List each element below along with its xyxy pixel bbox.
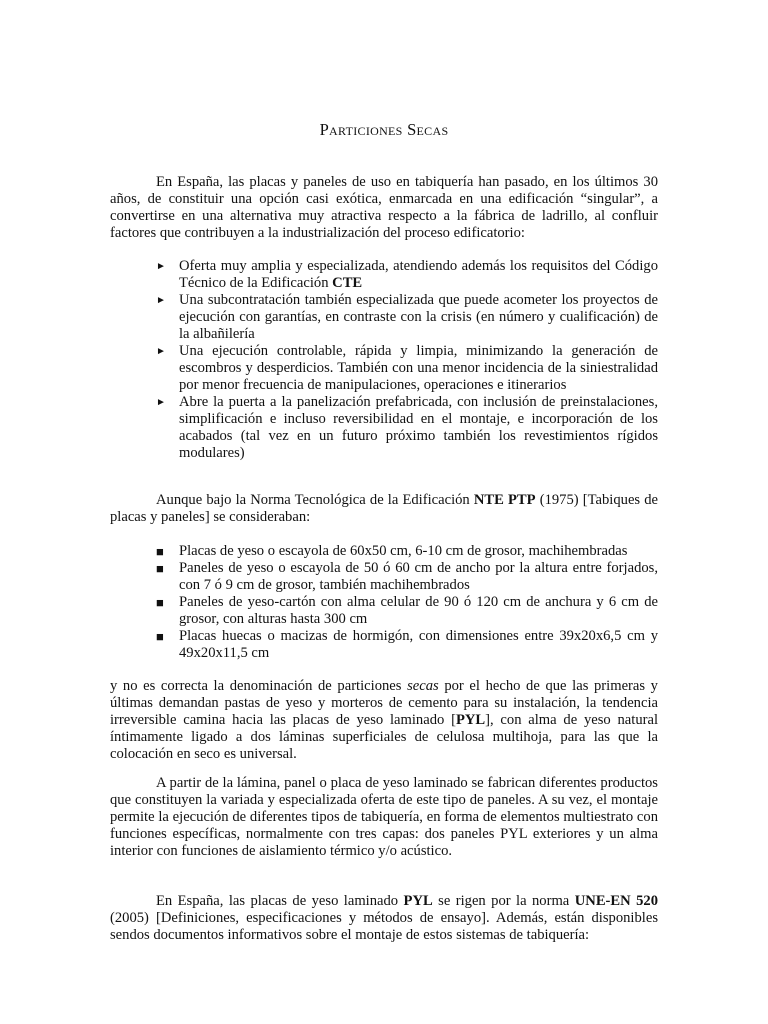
square-bullet-icon: ■ (156, 561, 164, 576)
square-bullet-icon: ■ (156, 595, 164, 610)
advantages-list (156, 258, 658, 462)
text-run: se rigen por la norma (432, 893, 575, 909)
list-item (156, 628, 658, 662)
bold-run: PYL (455, 712, 486, 728)
list-item-bold: CTE (332, 275, 363, 291)
list-item (156, 394, 658, 462)
list-item (156, 343, 658, 394)
text-run: Aunque bajo la Norma Tecnológica de la Edificación (156, 492, 474, 508)
nte-paragraph (110, 492, 658, 526)
italic-run: secas (407, 678, 439, 694)
list-item-text: Paneles de yeso o escayola de 50 ó 60 cm de ancho por la altura entre forjados, con 7 ó 9 cm de grosor, también machihembrados (179, 560, 658, 593)
products-paragraph: A partir de la lámina, panel o placa de yeso laminado se fabrican diferentes productos que constituyen la variada y especializada oferta de este tipo de paneles. A su vez, el montaje permite la ejecución de diferentes tipos de tabiquería, en forma de elementos multiestrato con funciones específicas, normalmente con tres capas: dos paneles PYL exteriores y un alma interior con funciones de aislamiento térmico y/o acústico. (110, 775, 658, 859)
nte-list (156, 543, 658, 662)
pyl-paragraph (110, 678, 658, 763)
list-item-text: Una ejecución controlable, rápida y limpia, minimizando la generación de escombros y desperdicios. También con una menor incidencia de la siniestralidad por menor frecuencia de manipulaciones, operaciones e itinerarios (179, 343, 658, 393)
intro-paragraph: En España, las placas y paneles de uso en tabiquería han pasado, en los últimos 30 años, de constituir una opción casi exótica, enmarcada en una edificación “singular”, a convertirse en una alternativa muy atractiva respecto a la fábrica de ladrillo, al confluir factores que contribuyen a la industrialización del proceso edificatorio: (110, 174, 658, 241)
bold-run: PYL (403, 893, 433, 909)
list-item (156, 560, 658, 594)
square-bullet-icon: ■ (156, 629, 164, 644)
page-title: Particiones Secas (319, 120, 449, 139)
triangle-bullet-icon: ► (156, 261, 166, 272)
list-item (156, 258, 658, 292)
list-item-text: Placas de yeso o escayola de 60x50 cm, 6-10 cm de grosor, machihembradas (179, 543, 628, 559)
triangle-bullet-icon: ► (156, 295, 166, 306)
bold-run: NTE PTP (473, 492, 536, 508)
triangle-bullet-icon: ► (156, 397, 166, 408)
triangle-bullet-icon: ► (156, 346, 166, 357)
list-item (156, 292, 658, 343)
list-item-text: Una subcontratación también especializada que puede acometer los proyectos de ejecución con garantías, en contraste con la crisis (en número y cualificación) de la albañilería (179, 292, 658, 342)
list-item-text: Abre la puerta a la panelización prefabricada, con inclusión de preinstalaciones, simplificación e incluso reversibilidad en el montaje, e incorporación de los acabados (tal vez en un futuro próximo también los revestimientos rígidos modulares) (179, 394, 658, 461)
text-run: (2005) [Definiciones, especificaciones y métodos de ensayo]. Además, están disponibles sendos documentos informativos sobre el montaje de estos sistemas de tabiquería: (110, 910, 658, 943)
list-item (156, 594, 658, 628)
list-item-text: Paneles de yeso-cartón con alma celular de 90 ó 120 cm de anchura y 6 cm de grosor, con alturas hasta 300 cm (179, 594, 658, 627)
text-run: y no es correcta la denominación de particiones (110, 678, 408, 694)
list-item-text: Oferta muy amplia y especializada, atendiendo además los requisitos del Código Técnico de la Edificación (179, 258, 658, 291)
list-item-text: Placas huecas o macizas de hormigón, con dimensiones entre 39x20x6,5 cm y 49x20x11,5 cm (179, 628, 658, 661)
norm-paragraph (110, 893, 658, 944)
list-item (156, 543, 658, 560)
bold-run: UNE-EN 520 (574, 893, 659, 909)
square-bullet-icon: ■ (156, 544, 164, 559)
text-run: por el hecho de que las primeras y últimas demandan pastas de yeso y morteros de cemento para su instalación, la tendencia irreversible camina hacia las placas de yeso laminado [ (110, 678, 658, 728)
text-run: (1975) [Tabiques de placas y paneles] se consideraban: (110, 492, 659, 525)
text-run: En España, las placas de yeso laminado (156, 893, 404, 909)
text-run: ], con alma de yeso natural íntimamente ligado a dos láminas superficiales de celulosa multihoja, para las que la colocación en seco es universal. (110, 712, 659, 762)
